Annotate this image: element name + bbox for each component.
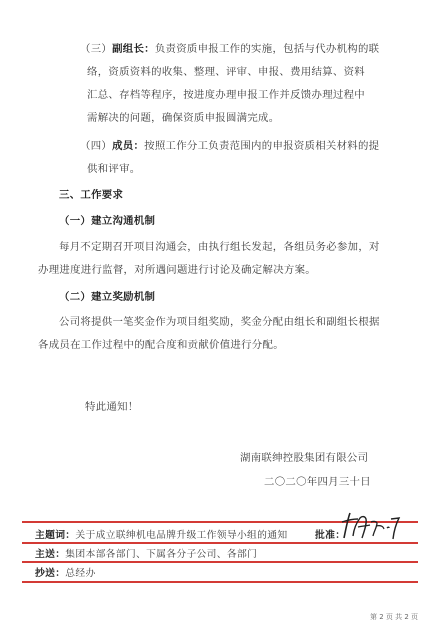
- cc-text: 总经办: [65, 568, 96, 579]
- sub2-line-1: 公司将提供一笔奖金作为项目组奖励，奖金分配由组长和副组长根据: [59, 316, 380, 328]
- deputy-leader-line-3: 汇总、存档等程序，按进度办理申报工作并反馈办理过程中: [87, 89, 365, 101]
- cc-row: [35, 565, 96, 579]
- sub1-line-1: 每月不定期召开项目沟通会，由执行组长发起，各组员务必参加，对: [59, 241, 380, 253]
- deputy-leader-line-2: 络，资质资料的收集、整理、评审、申报、费用结算、资料: [87, 66, 365, 78]
- deputy-leader-line-1: [80, 40, 379, 55]
- members-text: 按照工作分工负责范围内的申报资质相关材料的提: [144, 140, 380, 152]
- deputy-leader-text: 负责资质申报工作的实施，包括与代办机构的联: [154, 43, 380, 55]
- company-name: 湖南联绅控股集团有限公司: [240, 452, 369, 464]
- members-title: 成员：: [112, 140, 145, 152]
- sub1-heading: （一）建立沟通机制: [59, 215, 156, 227]
- subject-text: 关于成立联绅机电品牌升级工作领导小组的通知: [75, 530, 288, 541]
- footer-rule-middle: [22, 542, 418, 544]
- sub2-line-2: 各成员在工作过程中的配合度和贡献价值进行分配。: [38, 339, 284, 351]
- subject-row: [35, 527, 287, 541]
- subject-label: 主题词：: [35, 530, 76, 541]
- closing-text: 特此通知！: [85, 401, 139, 413]
- issue-date: 二〇二〇年四月三十日: [264, 476, 371, 488]
- to-row: [35, 546, 257, 560]
- to-label: 主送：: [35, 549, 66, 560]
- sub1-line-2: 办理进度进行监督，对所遇问题进行讨论及确定解决方案。: [38, 264, 316, 276]
- signature-handwriting: [340, 510, 402, 544]
- footer-rule-bottom: [22, 581, 418, 583]
- footer-rule-lower: [22, 561, 418, 563]
- deputy-leader-title: 副组长：: [112, 43, 155, 55]
- sub2-heading: （二）建立奖励机制: [59, 291, 156, 303]
- members-line-1: [80, 137, 379, 152]
- deputy-leader-number: （三）: [80, 43, 113, 55]
- to-text: 集团本部各部门、下属各分子公司、各部门: [65, 549, 258, 560]
- members-number: （四）: [80, 140, 113, 152]
- approve-label: 批准：: [315, 530, 346, 541]
- page-number: 第 2 页 共 2 页: [370, 613, 419, 621]
- section3-heading: 三、工作要求: [59, 189, 124, 201]
- cc-label: 抄送：: [35, 568, 66, 579]
- deputy-leader-line-4: 需解决的问题，确保资质申报圆满完成。: [87, 112, 280, 124]
- members-line-2: 供和评审。: [87, 163, 141, 175]
